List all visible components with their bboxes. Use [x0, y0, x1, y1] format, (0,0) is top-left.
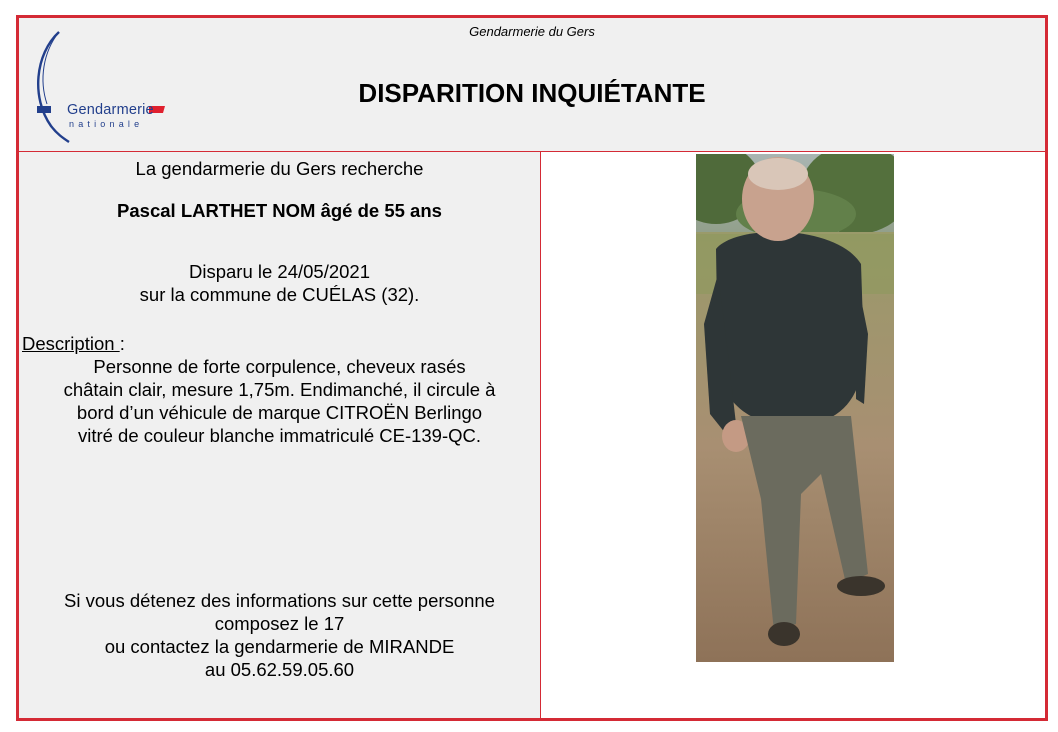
notice-text-panel: [19, 152, 541, 718]
contact-line: composez le 17: [214, 613, 345, 634]
description-line: bord d’un véhicule de marque CITROËN Berlingo: [76, 402, 483, 423]
description-line: vitré de couleur blanche immatriculé CE-139-QC.: [77, 425, 482, 446]
contact-line: ou contactez la gendarmerie de MIRANDE: [104, 636, 455, 657]
notice-frame: [16, 15, 1048, 721]
description-line: Personne de forte corpulence, cheveux rasés: [93, 356, 466, 377]
contact-line: au 05.62.59.05.60: [204, 659, 355, 680]
page-title: DISPARITION INQUIÉTANTE: [358, 78, 706, 108]
missing-person-photo: [696, 154, 894, 662]
description-colon: :: [119, 333, 125, 354]
header: [19, 18, 1045, 152]
date-line: Disparu le 24/05/2021: [188, 261, 371, 282]
description-line: châtain clair, mesure 1,75m. Endimanché, il circule à: [63, 379, 496, 400]
place-line: sur la commune de CUÉLAS (32).: [139, 284, 420, 305]
logo-wordmark: Gendarmerie: [67, 102, 154, 118]
description-label: [22, 332, 125, 355]
description-label-text: Description: [22, 333, 120, 354]
logo-subtitle: nationale: [69, 119, 144, 129]
contact-line: Si vous détenez des informations sur cette personne: [64, 590, 495, 611]
photo-panel: [541, 152, 1045, 718]
intro-line: La gendarmerie du Gers recherche: [135, 158, 424, 179]
person-line: Pascal LARTHET NOM âgé de 55 ans: [117, 200, 442, 221]
agency-name: Gendarmerie du Gers: [469, 24, 595, 39]
